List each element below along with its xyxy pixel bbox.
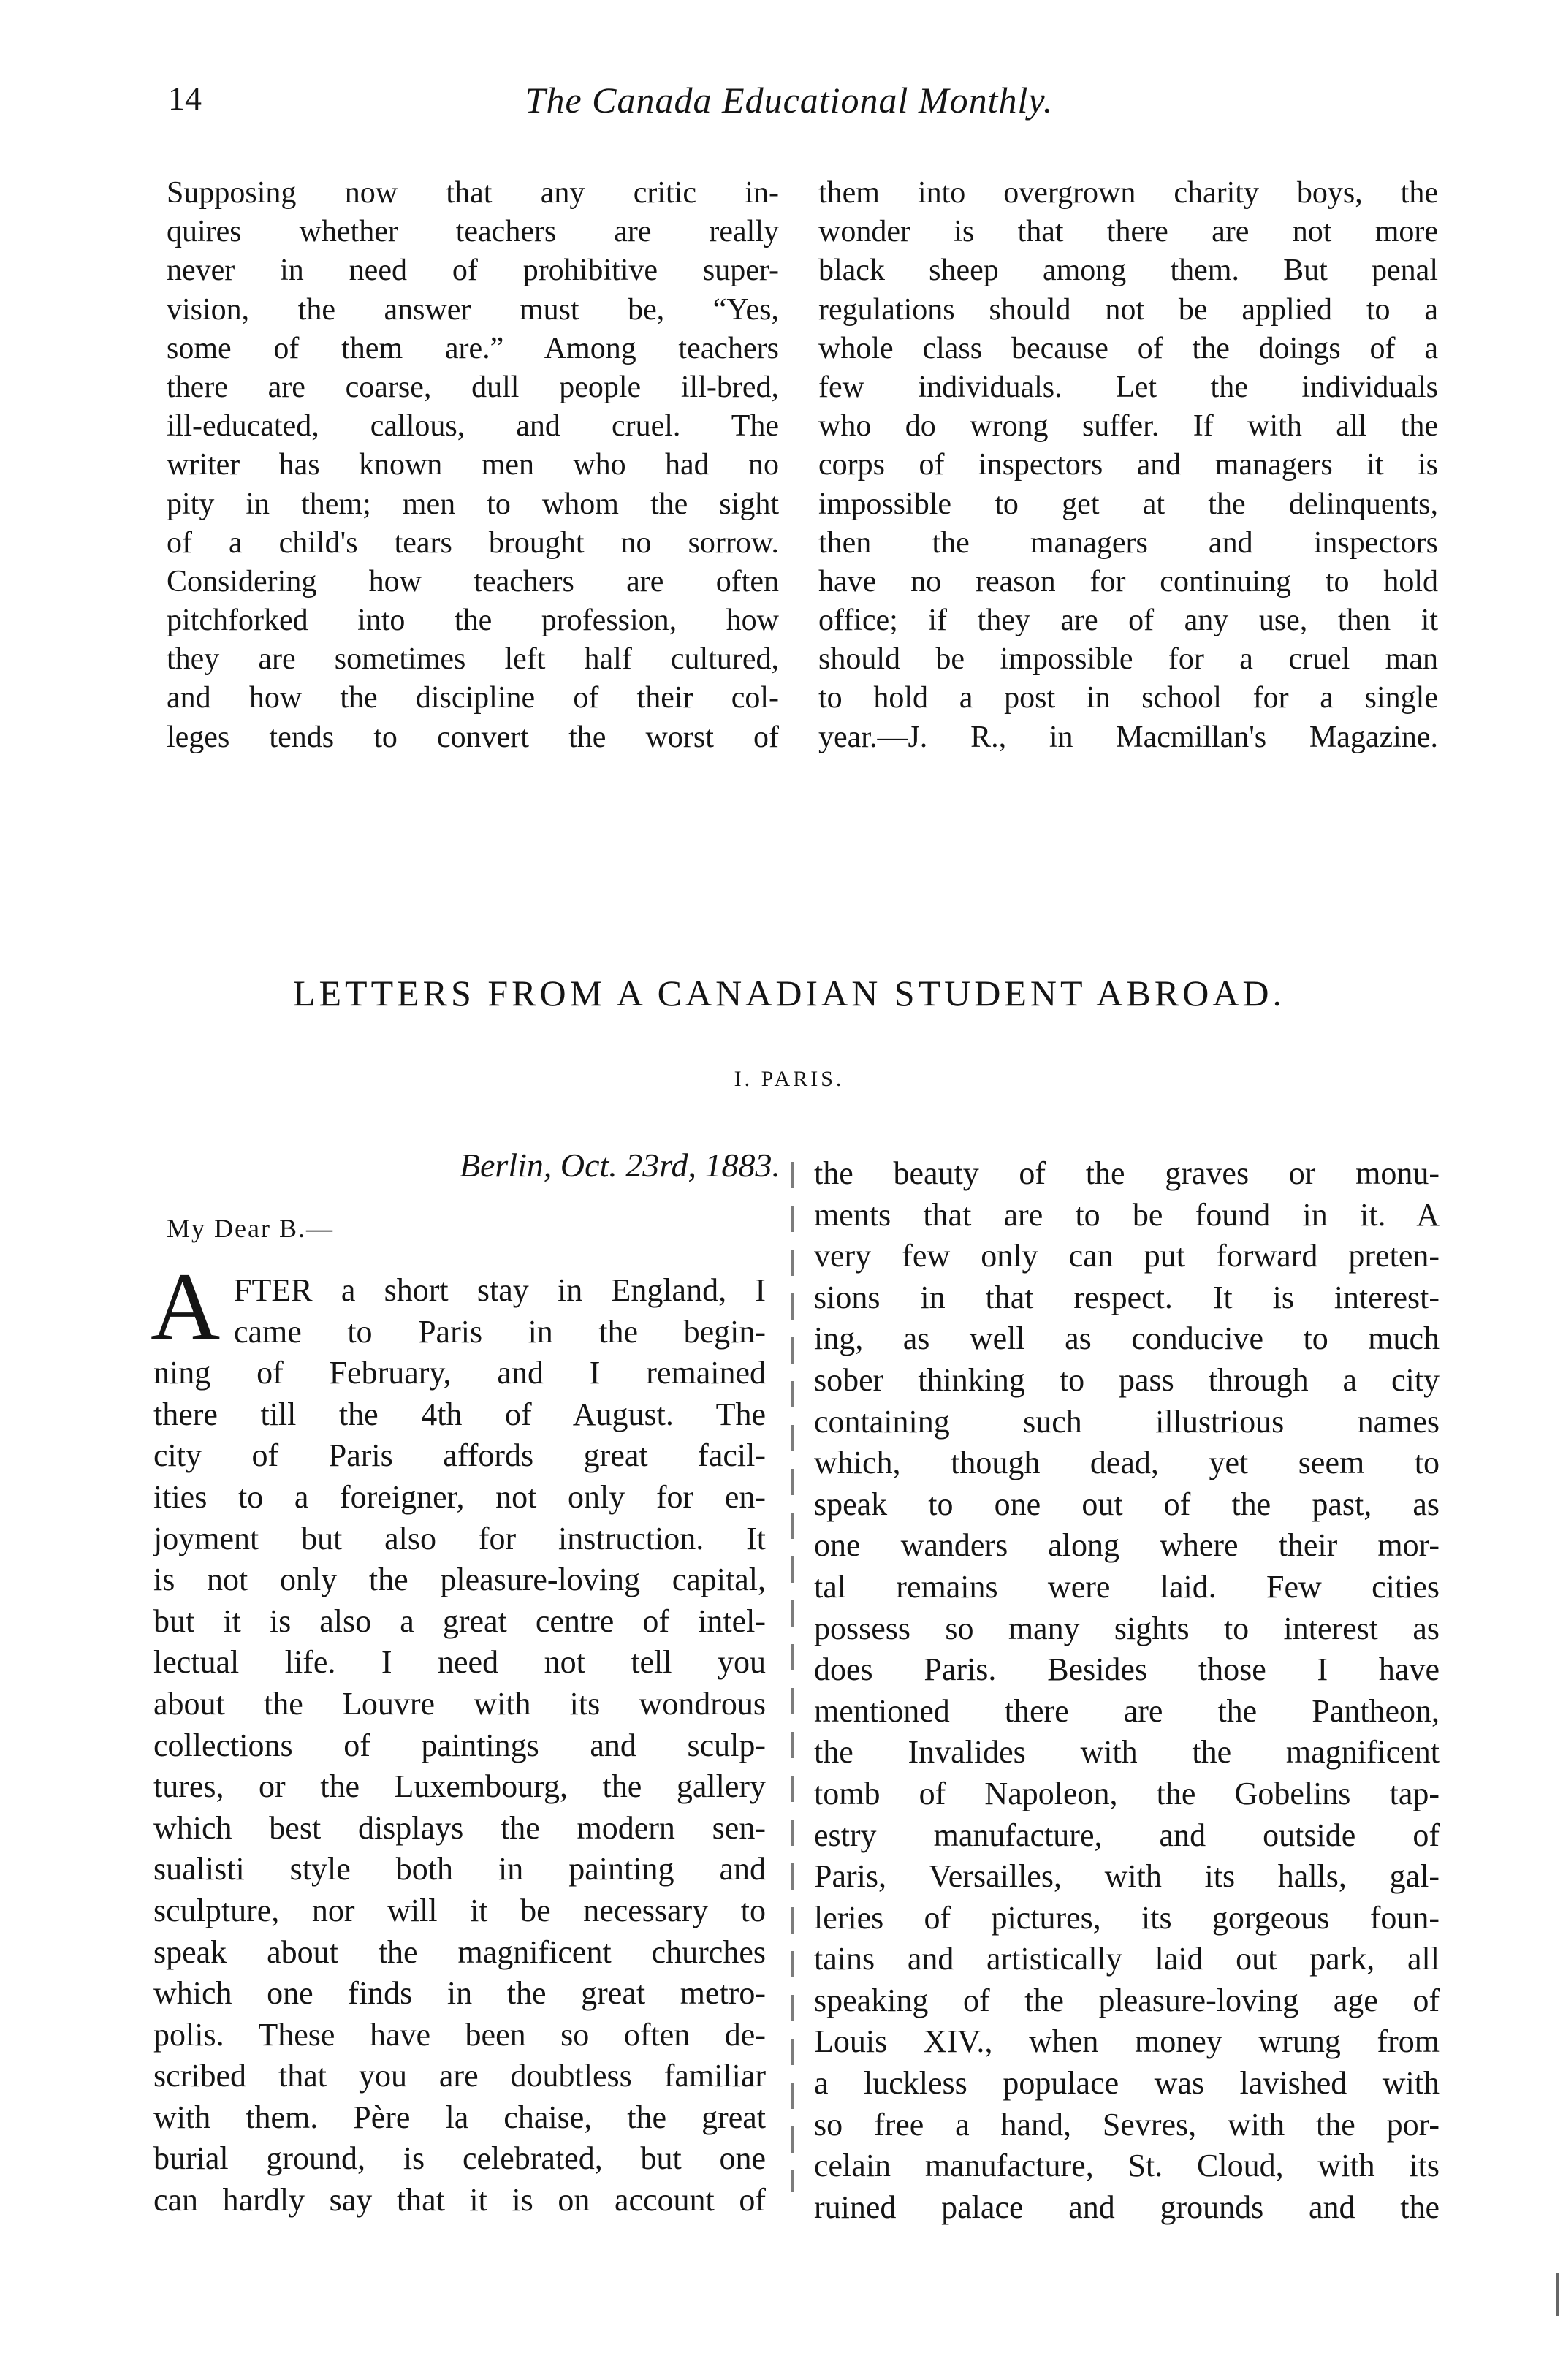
text-line: year.—J. R., in Macmillan's Magazine.	[818, 720, 1438, 754]
text-line: ning of February, and I remained	[153, 1355, 766, 1391]
text-line: tains and artistically laid out park, all	[814, 1941, 1440, 1977]
text-line: there till the 4th of August. The	[153, 1396, 766, 1432]
text-line: mentioned there are the Pantheon,	[814, 1692, 1440, 1729]
top-left-column	[167, 174, 779, 757]
running-header	[146, 79, 1432, 137]
text-line: never in need of prohibitive super-	[167, 254, 779, 288]
text-line: very few only can put forward preten-	[814, 1238, 1440, 1274]
text-line: tures, or the Luxembourg, the gallery	[153, 1768, 766, 1805]
text-line: can hardly say that it is on account of	[153, 2182, 766, 2219]
text-line: writer has known men who had no	[167, 448, 779, 482]
top-right-column	[818, 174, 1438, 757]
text-line: of a child's tears brought no sorrow.	[167, 525, 779, 560]
text-line: ments that are to be found in it. A	[814, 1196, 1440, 1233]
text-line: city of Paris affords great facil-	[153, 1437, 766, 1474]
column-divider	[791, 1162, 794, 2192]
page-number: 14	[168, 80, 202, 117]
text-line: the Invalides with the magnificent	[814, 1734, 1440, 1771]
letter-dateline: Berlin, Oct. 23rd, 1883.	[459, 1147, 780, 1184]
text-line: containing such illustrious names	[814, 1403, 1440, 1440]
text-line: joyment but also for instruction. It	[153, 1520, 766, 1556]
text-line: scribed that you are doubtless familiar	[153, 2058, 766, 2094]
text-line: which, though dead, yet seem to	[814, 1445, 1440, 1481]
text-line: leges tends to convert the worst of	[167, 720, 779, 754]
text-line: and how the discipline of their col-	[167, 681, 779, 715]
text-line: then the managers and inspectors	[818, 525, 1438, 560]
text-line: lectual life. I need not tell you	[153, 1644, 766, 1681]
text-line: but it is also a great centre of intel-	[153, 1602, 766, 1639]
text-line: ruined palace and grounds and the	[814, 2189, 1440, 2225]
drop-cap: A	[151, 1252, 221, 1360]
text-line: to hold a post in school for a single	[818, 681, 1438, 715]
text-line: possess so many sights to interest as	[814, 1610, 1440, 1646]
text-line: Paris, Versailles, with its halls, gal-	[814, 1858, 1440, 1895]
text-line: speaking of the pleasure-loving age of	[814, 1982, 1440, 2018]
text-line: tomb of Napoleon, the Gobelins tap-	[814, 1775, 1440, 1811]
text-line: so free a hand, Sevres, with the por-	[814, 2106, 1440, 2143]
text-line: have no reason for continuing to hold	[818, 564, 1438, 598]
text-line: Considering how teachers are often	[167, 564, 779, 598]
text-line: vision, the answer must be, “Yes,	[167, 292, 779, 327]
text-line: does Paris. Besides those I have	[814, 1651, 1440, 1688]
article-subtitle: I. PARIS.	[734, 1067, 845, 1091]
text-line: ill-educated, callous, and cruel. The	[167, 409, 779, 444]
text-line: Supposing now that any critic in-	[167, 176, 779, 210]
text-line: ities to a foreigner, not only for en-	[153, 1478, 766, 1515]
text-line: speak about the magnificent churches	[153, 1934, 766, 1970]
text-line: who do wrong suffer. If with all the	[818, 409, 1438, 444]
text-line: regulations should not be applied to a	[818, 292, 1438, 327]
text-line: sions in that respect. It is interest-	[814, 1279, 1440, 1315]
text-line: Louis XIV., when money wrung from	[814, 2023, 1440, 2060]
text-line: estry manufacture, and outside of	[814, 1817, 1440, 1853]
text-line: came to Paris in the begin-	[234, 1313, 766, 1350]
text-line: there are coarse, dull people ill-bred,	[167, 370, 779, 404]
text-line: leries of pictures, its gorgeous foun-	[814, 1899, 1440, 1936]
text-line: whole class because of the doings of a	[818, 331, 1438, 365]
article-title: LETTERS FROM A CANADIAN STUDENT ABROAD.	[292, 973, 1286, 1014]
text-line: them into overgrown charity boys, the	[818, 176, 1438, 210]
text-line: corps of inspectors and managers it is	[818, 448, 1438, 482]
text-line: sualisti style both in painting and	[153, 1851, 766, 1887]
text-line: speak to one out of the past, as	[814, 1486, 1440, 1522]
text-line: sculpture, nor will it be necessary to	[153, 1892, 766, 1928]
text-line: pitchforked into the profession, how	[167, 604, 779, 638]
text-line: ing, as well as conducive to much	[814, 1320, 1440, 1357]
text-line: celain manufacture, St. Cloud, with its	[814, 2148, 1440, 2184]
margin-mark	[1556, 2273, 1559, 2316]
text-line: black sheep among them. But penal	[818, 254, 1438, 288]
text-line: about the Louvre with its wondrous	[153, 1685, 766, 1722]
text-line: they are sometimes left half cultured,	[167, 642, 779, 677]
text-line: is not only the pleasure-loving capital,	[153, 1562, 766, 1598]
text-line: one wanders along where their mor-	[814, 1527, 1440, 1564]
text-line: quires whether teachers are really	[167, 215, 779, 249]
text-line: office; if they are of any use, then it	[818, 604, 1438, 638]
text-line: wonder is that there are not more	[818, 215, 1438, 249]
article-right-column	[814, 1153, 1440, 2228]
text-line: tal remains were laid. Few cities	[814, 1568, 1440, 1605]
text-line: some of them are.” Among teachers	[167, 331, 779, 365]
text-line: which best displays the modern sen-	[153, 1809, 766, 1846]
article-left-column	[153, 1270, 766, 2221]
text-line: impossible to get at the delinquents,	[818, 487, 1438, 521]
text-line: the beauty of the graves or monu-	[814, 1155, 1440, 1191]
text-line: FTER a short stay in England, I	[234, 1272, 766, 1308]
text-line: burial ground, is celebrated, but one	[153, 2140, 766, 2177]
letter-salutation: My Dear B.—	[167, 1214, 334, 1243]
text-line: few individuals. Let the individuals	[818, 370, 1438, 404]
text-line: polis. These have been so often de-	[153, 2016, 766, 2053]
text-line: should be impossible for a cruel man	[818, 642, 1438, 677]
text-line: which one finds in the great metro-	[153, 1975, 766, 2012]
journal-title: The Canada Educational Monthly.	[525, 80, 1054, 121]
text-line: a luckless populace was lavished with	[814, 2065, 1440, 2102]
text-line: collections of paintings and sculp-	[153, 1727, 766, 1763]
text-line: pity in them; men to whom the sight	[167, 487, 779, 521]
text-line: sober thinking to pass through a city	[814, 1361, 1440, 1398]
text-line: with them. Père la chaise, the great	[153, 2099, 766, 2135]
